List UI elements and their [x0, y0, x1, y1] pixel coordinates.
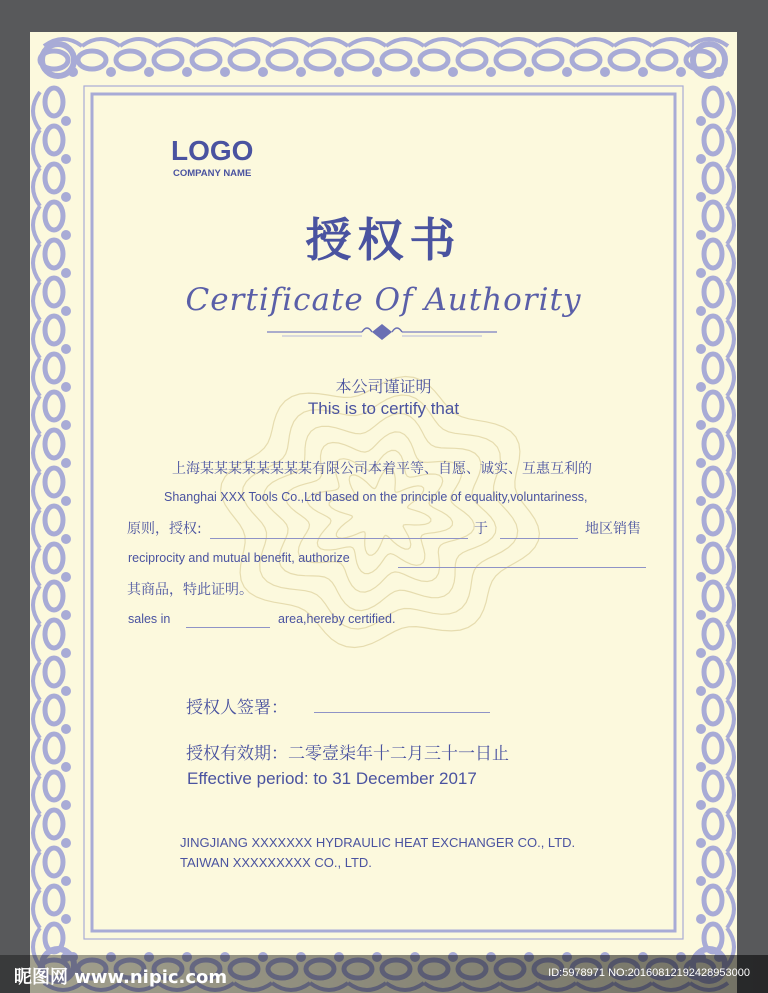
- page-subtitle: Certificate Of Authority: [185, 282, 582, 318]
- company-name-2: TAIWAN XXXXXXXXX CO., LTD.: [180, 855, 372, 870]
- body-line2-chinese-b: 于: [474, 521, 488, 537]
- company-name: COMPANY NAME: [173, 168, 252, 179]
- body-line3-english-b: area,hereby certified.: [278, 612, 396, 626]
- body-line3-chinese: 其商品，特此证明。: [127, 582, 253, 598]
- company-logo: LOGO: [171, 135, 254, 166]
- watermark-site: 昵图网 www.nipic.com: [14, 967, 228, 988]
- validity-chinese: 授权有效期：二零壹柒年十二月三十一日止: [186, 744, 509, 764]
- region-blank: [500, 538, 578, 539]
- company-name-1: JINGJIANG XXXXXXX HYDRAULIC HEAT EXCHANGER CO., LTD.: [180, 835, 576, 850]
- watermark-bar: [0, 955, 768, 993]
- signature-line: [314, 712, 490, 713]
- authorized-party-blank-english: [398, 567, 646, 568]
- title-ornament: [262, 318, 502, 342]
- body-line2-chinese-c: 地区销售: [585, 521, 641, 537]
- certify-chinese: 本公司谨证明: [335, 377, 432, 396]
- signature-label: 授权人签署：: [186, 698, 288, 718]
- certificate-page: [30, 32, 737, 993]
- page-title: 授权书: [305, 213, 462, 267]
- authorized-party-blank: [210, 538, 468, 539]
- body-line2-chinese-a: 原则，授权:: [127, 521, 202, 537]
- body-line1-chinese: 上海某某某某某某某某有限公司本着平等、自愿、诚实、互惠互利的: [172, 461, 592, 477]
- validity-english: Effective period: to 31 December 2017: [187, 769, 477, 788]
- body-line1-english: Shanghai XXX Tools Co.,Ltd based on the principle of equality,voluntariness,: [164, 490, 588, 504]
- body-line2-english: reciprocity and mutual benefit, authorize: [128, 551, 350, 565]
- certify-english: This is to certify that: [307, 399, 460, 418]
- company-names: [180, 833, 575, 873]
- body-line3-english-a: sales in: [128, 612, 171, 626]
- sales-area-blank: [186, 627, 270, 628]
- watermark-id: ID:5978971 NO:20160812192428953000: [548, 967, 750, 979]
